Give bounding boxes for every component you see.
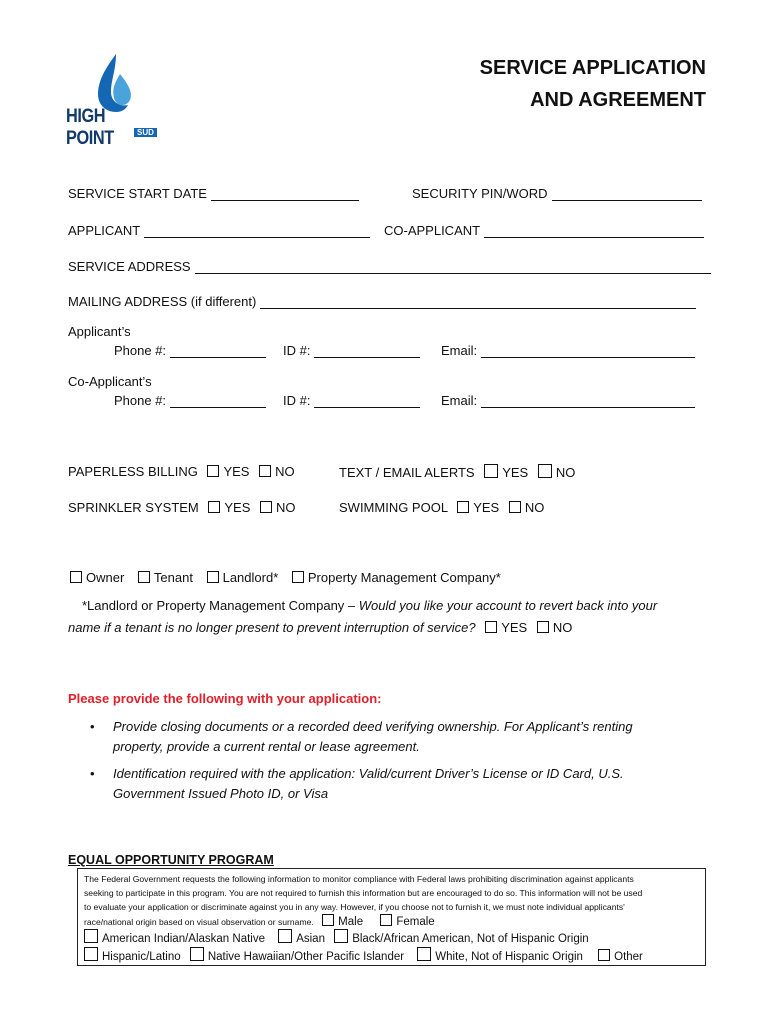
- white-label: White, Not of Hispanic Origin: [435, 951, 583, 963]
- hispanic-label: Hispanic/Latino: [102, 951, 181, 963]
- other-label: Other: [614, 951, 643, 963]
- co-applicant-phone-input[interactable]: [170, 393, 266, 408]
- service-address-label: SERVICE ADDRESS: [68, 259, 191, 274]
- security-label: SECURITY PIN/WORD: [412, 186, 548, 201]
- applicant-email-input[interactable]: [481, 343, 695, 358]
- hawaiian-checkbox[interactable]: [190, 947, 204, 961]
- alerts-label: TEXT / EMAIL ALERTS: [339, 465, 475, 480]
- asian-checkbox[interactable]: [278, 929, 292, 943]
- equal-opportunity-box: [77, 868, 706, 966]
- requirement-2-line-2: Government Issued Photo ID, or Visa: [113, 786, 329, 801]
- asian-label: Asian: [296, 933, 325, 945]
- eo-text-2: seeking to participate in this program. You are not required to furnish this information but are encouraged to do so. This information will not be used: [84, 888, 643, 898]
- eo-text-1: The Federal Government requests the following information to monitor compliance with Federal laws prohibiting discrimination against applicants: [84, 874, 634, 884]
- sprinkler-yes-label: YES: [224, 500, 251, 515]
- sprinkler-system-option: [68, 500, 296, 515]
- requirement-2-line-1: Identification required with the application: Valid/current Driver’s License or ID Card, U.S.: [113, 766, 624, 781]
- revert-no-checkbox[interactable]: [537, 621, 549, 633]
- ownership-note-line-2: [68, 620, 572, 635]
- ownership-note-italic-2: name if a tenant is no longer present to prevent interruption of service?: [68, 620, 476, 635]
- co-applicant-id-input[interactable]: [314, 393, 420, 408]
- sprinkler-no-label: NO: [276, 500, 296, 515]
- revert-yes-checkbox[interactable]: [485, 621, 497, 633]
- requirement-item: [90, 764, 710, 804]
- pool-no-label: NO: [524, 500, 545, 515]
- paperless-yes-label: YES: [223, 464, 250, 479]
- service-address-field: [68, 259, 711, 274]
- applicant-id-label: ID #:: [283, 343, 311, 358]
- property-management-label: Property Management Company*: [307, 570, 501, 585]
- sprinkler-yes-checkbox[interactable]: [208, 501, 220, 513]
- ownership-options: [64, 570, 501, 585]
- property-management-checkbox[interactable]: [292, 571, 304, 583]
- ownership-note-line-1: [82, 598, 657, 613]
- co-applicant-input[interactable]: [484, 223, 704, 238]
- pool-yes-checkbox[interactable]: [457, 501, 469, 513]
- co-applicant-field: [384, 223, 704, 238]
- requirements-heading: Please provide the following with your application:: [68, 691, 382, 706]
- co-applicant-id-field: [283, 393, 420, 408]
- alerts-no-label: NO: [555, 465, 576, 480]
- co-applicant-email-label: Email:: [441, 393, 478, 408]
- bullet-icon: •: [90, 766, 95, 781]
- applicant-input[interactable]: [144, 223, 370, 238]
- female-label: Female: [396, 916, 435, 928]
- co-applicant-id-label: ID #:: [283, 393, 311, 408]
- other-checkbox[interactable]: [598, 949, 610, 961]
- title-line-1: SERVICE APPLICATION: [479, 57, 706, 79]
- landlord-label: Landlord*: [222, 570, 279, 585]
- mailing-address-input[interactable]: [260, 294, 696, 309]
- applicant-contact-heading: Applicant’s: [68, 324, 131, 339]
- pool-yes-label: YES: [473, 500, 500, 515]
- logo-name: HIGH POINT: [66, 106, 114, 149]
- applicant-field: [68, 223, 370, 238]
- tenant-checkbox[interactable]: [138, 571, 150, 583]
- co-applicant-email-input[interactable]: [481, 393, 695, 408]
- ownership-note-italic-1: Would you like your account to revert back into your: [358, 598, 658, 613]
- title-line-2: AND AGREEMENT: [530, 89, 706, 111]
- male-checkbox[interactable]: [322, 914, 334, 926]
- ownership-note-plain: *Landlord or Property Management Company –: [82, 598, 356, 613]
- service-start-date-field: [68, 186, 359, 201]
- american-indian-checkbox[interactable]: [84, 929, 98, 943]
- document-title: [386, 52, 706, 116]
- company-logo: [64, 52, 164, 149]
- sprinkler-no-checkbox[interactable]: [260, 501, 272, 513]
- security-field: [412, 186, 702, 201]
- alerts-yes-checkbox[interactable]: [484, 464, 498, 478]
- paperless-yes-checkbox[interactable]: [207, 465, 219, 477]
- owner-checkbox[interactable]: [70, 571, 82, 583]
- alerts-no-checkbox[interactable]: [538, 464, 552, 478]
- requirement-1-line-2: property, provide a current rental or lease agreement.: [113, 739, 420, 754]
- service-start-date-label: SERVICE START DATE: [68, 186, 207, 201]
- applicant-phone-field: [114, 343, 266, 358]
- alerts-yes-label: YES: [502, 465, 529, 480]
- swimming-pool-option: [339, 500, 544, 515]
- requirement-item: [90, 717, 710, 757]
- security-input[interactable]: [552, 186, 702, 201]
- applicant-id-input[interactable]: [314, 343, 420, 358]
- water-drop-icon: [64, 52, 164, 114]
- mailing-address-label: MAILING ADDRESS (if different): [68, 294, 257, 309]
- american-indian-label: American Indian/Alaskan Native: [102, 933, 265, 945]
- tenant-label: Tenant: [153, 570, 193, 585]
- owner-label: Owner: [86, 570, 125, 585]
- applicant-email-field: [441, 343, 695, 358]
- co-applicant-label: CO-APPLICANT: [384, 223, 481, 238]
- male-label: Male: [338, 916, 364, 928]
- paperless-no-checkbox[interactable]: [259, 465, 271, 477]
- race-row-2: [84, 947, 699, 965]
- pool-no-checkbox[interactable]: [509, 501, 521, 513]
- service-address-input[interactable]: [195, 259, 711, 274]
- requirement-1-line-1: Provide closing documents or a recorded deed verifying ownership. For Applicant’s renting: [113, 719, 633, 734]
- applicant-id-field: [283, 343, 420, 358]
- revert-yes-label: YES: [501, 620, 528, 635]
- black-checkbox[interactable]: [334, 929, 348, 943]
- equal-opportunity-heading: EQUAL OPPORTUNITY PROGRAM: [68, 853, 274, 867]
- eo-text-3: to evaluate your application or discriminate against you in any way. However, if you choose not to furnish it, we must note individual applicants': [84, 902, 625, 912]
- sprinkler-label: SPRINKLER SYSTEM: [68, 500, 199, 515]
- landlord-checkbox[interactable]: [207, 571, 219, 583]
- applicant-label: APPLICANT: [68, 223, 141, 238]
- co-applicant-phone-label: Phone #:: [114, 393, 167, 408]
- service-start-date-input[interactable]: [211, 186, 359, 201]
- co-applicant-email-field: [441, 393, 695, 408]
- race-row-1: [84, 929, 699, 947]
- mailing-address-field: [68, 294, 696, 309]
- revert-no-label: NO: [552, 620, 573, 635]
- bullet-icon: •: [90, 719, 95, 734]
- hispanic-checkbox[interactable]: [84, 947, 98, 961]
- applicant-phone-input[interactable]: [170, 343, 266, 358]
- alerts-option: [339, 464, 575, 480]
- applicant-phone-label: Phone #:: [114, 343, 167, 358]
- eo-text-4: race/national origin based on visual observation or surname.: [84, 917, 314, 927]
- female-checkbox[interactable]: [380, 914, 392, 926]
- paperless-billing-option: [68, 464, 295, 479]
- paperless-billing-label: PAPERLESS BILLING: [68, 464, 198, 479]
- black-label: Black/African American, Not of Hispanic Origin: [352, 933, 589, 945]
- co-applicant-phone-field: [114, 393, 266, 408]
- applicant-email-label: Email:: [441, 343, 478, 358]
- co-applicant-contact-heading: Co-Applicant’s: [68, 374, 152, 389]
- paperless-no-label: NO: [275, 464, 295, 479]
- hawaiian-label: Native Hawaiian/Other Pacific Islander: [207, 951, 405, 963]
- logo-sub: SUD: [134, 128, 157, 137]
- pool-label: SWIMMING POOL: [339, 500, 448, 515]
- white-checkbox[interactable]: [417, 947, 431, 961]
